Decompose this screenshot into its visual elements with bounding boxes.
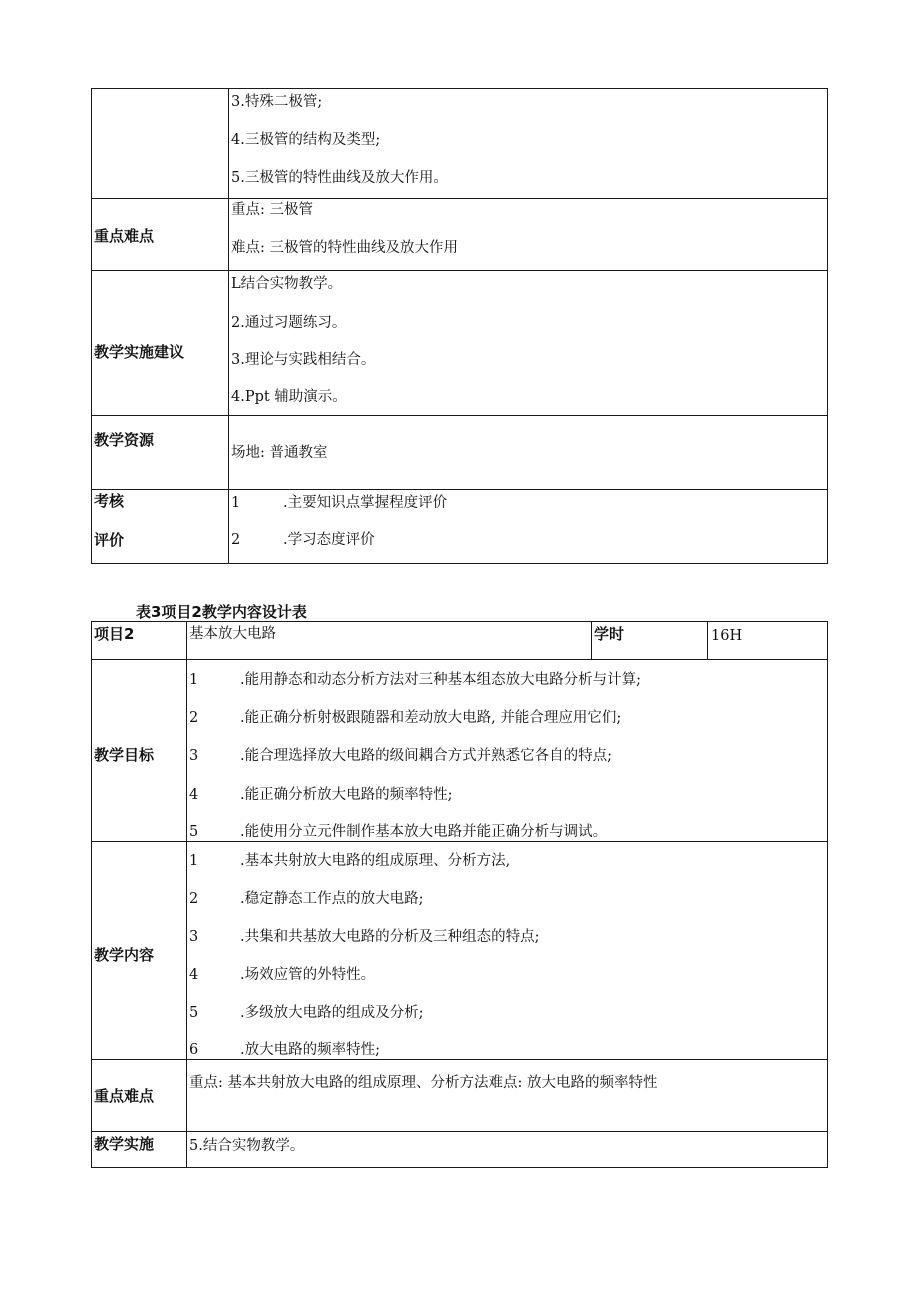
item-number: 2: [189, 891, 199, 907]
list-item: 3.理论与实践相结合。: [231, 352, 376, 368]
item-number: 2: [189, 710, 199, 726]
project-label: 项目2: [94, 625, 135, 643]
list-item: .能用静态和动态分析方法对三种基本组态放大电路分析与计算;: [240, 672, 641, 688]
row-label-implementation: 教学实施: [94, 1135, 155, 1153]
item-number: 4: [189, 967, 199, 983]
item-number: 1: [189, 853, 199, 869]
item-number: 4: [189, 787, 199, 803]
list-item: .主要知识点掌握程度评价: [283, 495, 448, 511]
row-label-key-points: 重点难点: [94, 227, 155, 245]
project-name: 基本放大电路: [189, 626, 276, 642]
list-item: .能使用分立元件制作基本放大电路并能正确分析与调试。: [240, 824, 608, 840]
list-item: .场效应管的外特性。: [240, 967, 376, 983]
list-item: 3.特殊二极管;: [231, 94, 323, 110]
resource-value: 场地: 普通教室: [231, 445, 328, 461]
key-points-text: 重点: 基本共射放大电路的组成原理、分析方法难点: 放大电路的频率特性: [189, 1075, 658, 1091]
list-item: 5.三极管的特性曲线及放大作用。: [231, 170, 448, 186]
list-item: 4.Ppt 辅助演示。: [231, 389, 347, 405]
item-number: 1: [189, 672, 199, 688]
difficult-point: 难点: 三极管的特性曲线及放大作用: [231, 240, 458, 256]
row-label-evaluation: 评价: [94, 531, 125, 549]
list-item: .稳定静态工作点的放大电路;: [240, 891, 424, 907]
row-label-key-points: 重点难点: [94, 1087, 155, 1105]
item-number: 2: [231, 532, 241, 548]
list-item: 4.三极管的结构及类型;: [231, 132, 381, 148]
list-item: .共集和共基放大电路的分析及三种组态的特点;: [240, 929, 540, 945]
list-item: 2.通过习题练习。: [231, 315, 347, 331]
list-item: .基本共射放大电路的组成原理、分析方法,: [240, 853, 511, 869]
table-caption: 表3项目2教学内容设计表: [136, 603, 307, 621]
list-item: .能正确分析放大电路的频率特性;: [240, 787, 453, 803]
row-label-goals: 教学目标: [94, 746, 155, 764]
item-number: 6: [189, 1042, 199, 1058]
key-point: 重点: 三极管: [231, 202, 313, 218]
implementation-text: 5.结合实物教学。: [189, 1138, 305, 1154]
list-item: .能合理选择放大电路的级间耦合方式并熟悉它各自的特点;: [240, 748, 612, 764]
item-number: 5: [189, 824, 199, 840]
list-item: .能正确分析射极跟随器和差动放大电路, 并能合理应用它们;: [240, 710, 622, 726]
list-item: L结合实物教学。: [231, 276, 343, 292]
list-item: .学习态度评价: [283, 532, 375, 548]
list-item: .放大电路的频率特性;: [240, 1042, 380, 1058]
hours-label: 学时: [594, 625, 625, 643]
list-item: .多级放大电路的组成及分析;: [240, 1005, 424, 1021]
hours-value: 16H: [711, 628, 743, 644]
item-number: 3: [189, 929, 199, 945]
row-label-suggestions: 教学实施建议: [94, 343, 185, 361]
row-label-content: 教学内容: [94, 946, 155, 964]
row-label-assessment: 考核: [94, 492, 125, 510]
item-number: 1: [231, 495, 241, 511]
item-number: 5: [189, 1005, 199, 1021]
item-number: 3: [189, 748, 199, 764]
row-label-resources: 教学资源: [94, 431, 155, 449]
